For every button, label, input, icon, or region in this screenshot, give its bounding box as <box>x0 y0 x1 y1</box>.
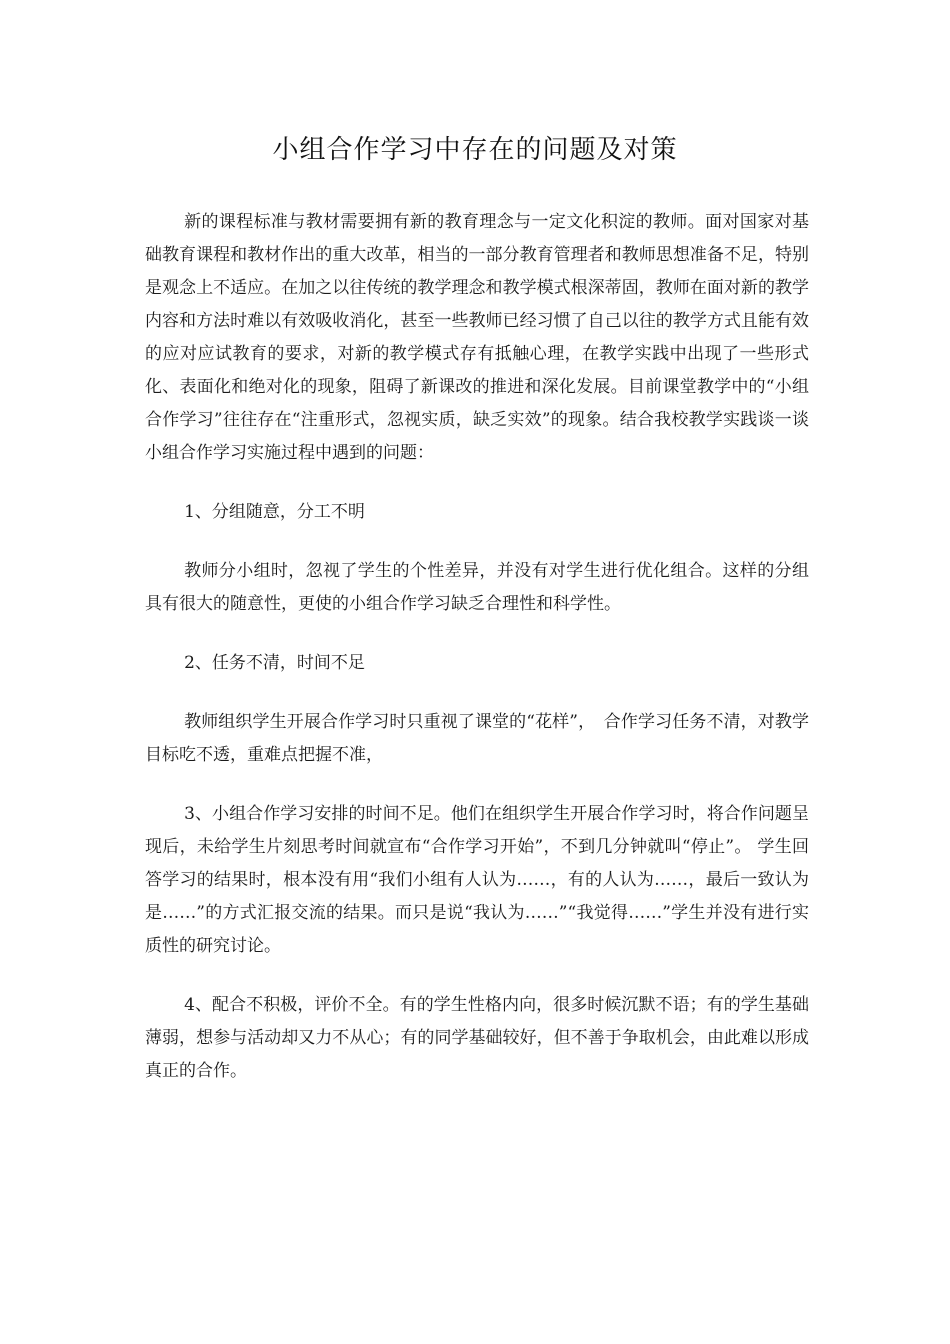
paragraph-4: 4、配合不积极，评价不全。有的学生性格内向，很多时候沉默不语；有的学生基础薄弱，想参与活动却又力不从心；有的同学基础较好，但不善于争取机会，由此难以形成真正的合作。 <box>145 995 809 1081</box>
document-body <box>145 206 809 1088</box>
heading-2: 2、任务不清，时间不足 <box>184 653 365 673</box>
paragraph-intro: 新的课程标准与教材需要拥有新的教育理念与一定文化积淀的教师。面对国家对基础教育课程和教材作出的重大改革，相当的一部分教育管理者和教师思想准备不足，特别是观念上不适应。在加之以往传统的教学理念和教学模式根深蒂固，教师在面对新的教学内容和方法时难以有效吸收消化，甚至一些教师已经习惯了自己以往的教学方式且能有效的应对应试教育的要求，对新的教学模式存有抵触心理，在教学实践中出现了一些形式化、表面化和绝对化的现象，阻碍了新课改的推进和深化发展。目前课堂教学中的“小组合作学习”往往存在“注重形式，忽视实质，缺乏实效”的现象。结合我校教学实践谈一谈小组合作学习实施过程中遇到的问题： <box>145 212 809 463</box>
paragraph-2: 教师组织学生开展合作学习时只重视了课堂的“花样”， 合作学习任务不清，对教学目标吃不透，重难点把握不准， <box>145 712 809 765</box>
paragraph-3: 3、小组合作学习安排的时间不足。他们在组织学生开展合作学习时，将合作问题呈现后，未给学生片刻思考时间就宣布“合作学习开始”，不到几分钟就叫“停止”。 学生回答学习的结果时，根本没有用“我们小组有人认为……，有的人认为……，最后一致认为是……”的方式汇报交流的结果。而只是说“我认为……”“我觉得……”学生并没有进行实质性的研究讨论。 <box>145 804 809 956</box>
page-title: 小组合作学习中存在的问题及对策 <box>272 135 678 165</box>
heading-1: 1、分组随意，分工不明 <box>184 502 365 522</box>
paragraph-1: 教师分小组时，忽视了学生的个性差异，并没有对学生进行优化组合。这样的分组具有很大的随意性，更使的小组合作学习缺乏合理性和科学性。 <box>145 561 809 614</box>
